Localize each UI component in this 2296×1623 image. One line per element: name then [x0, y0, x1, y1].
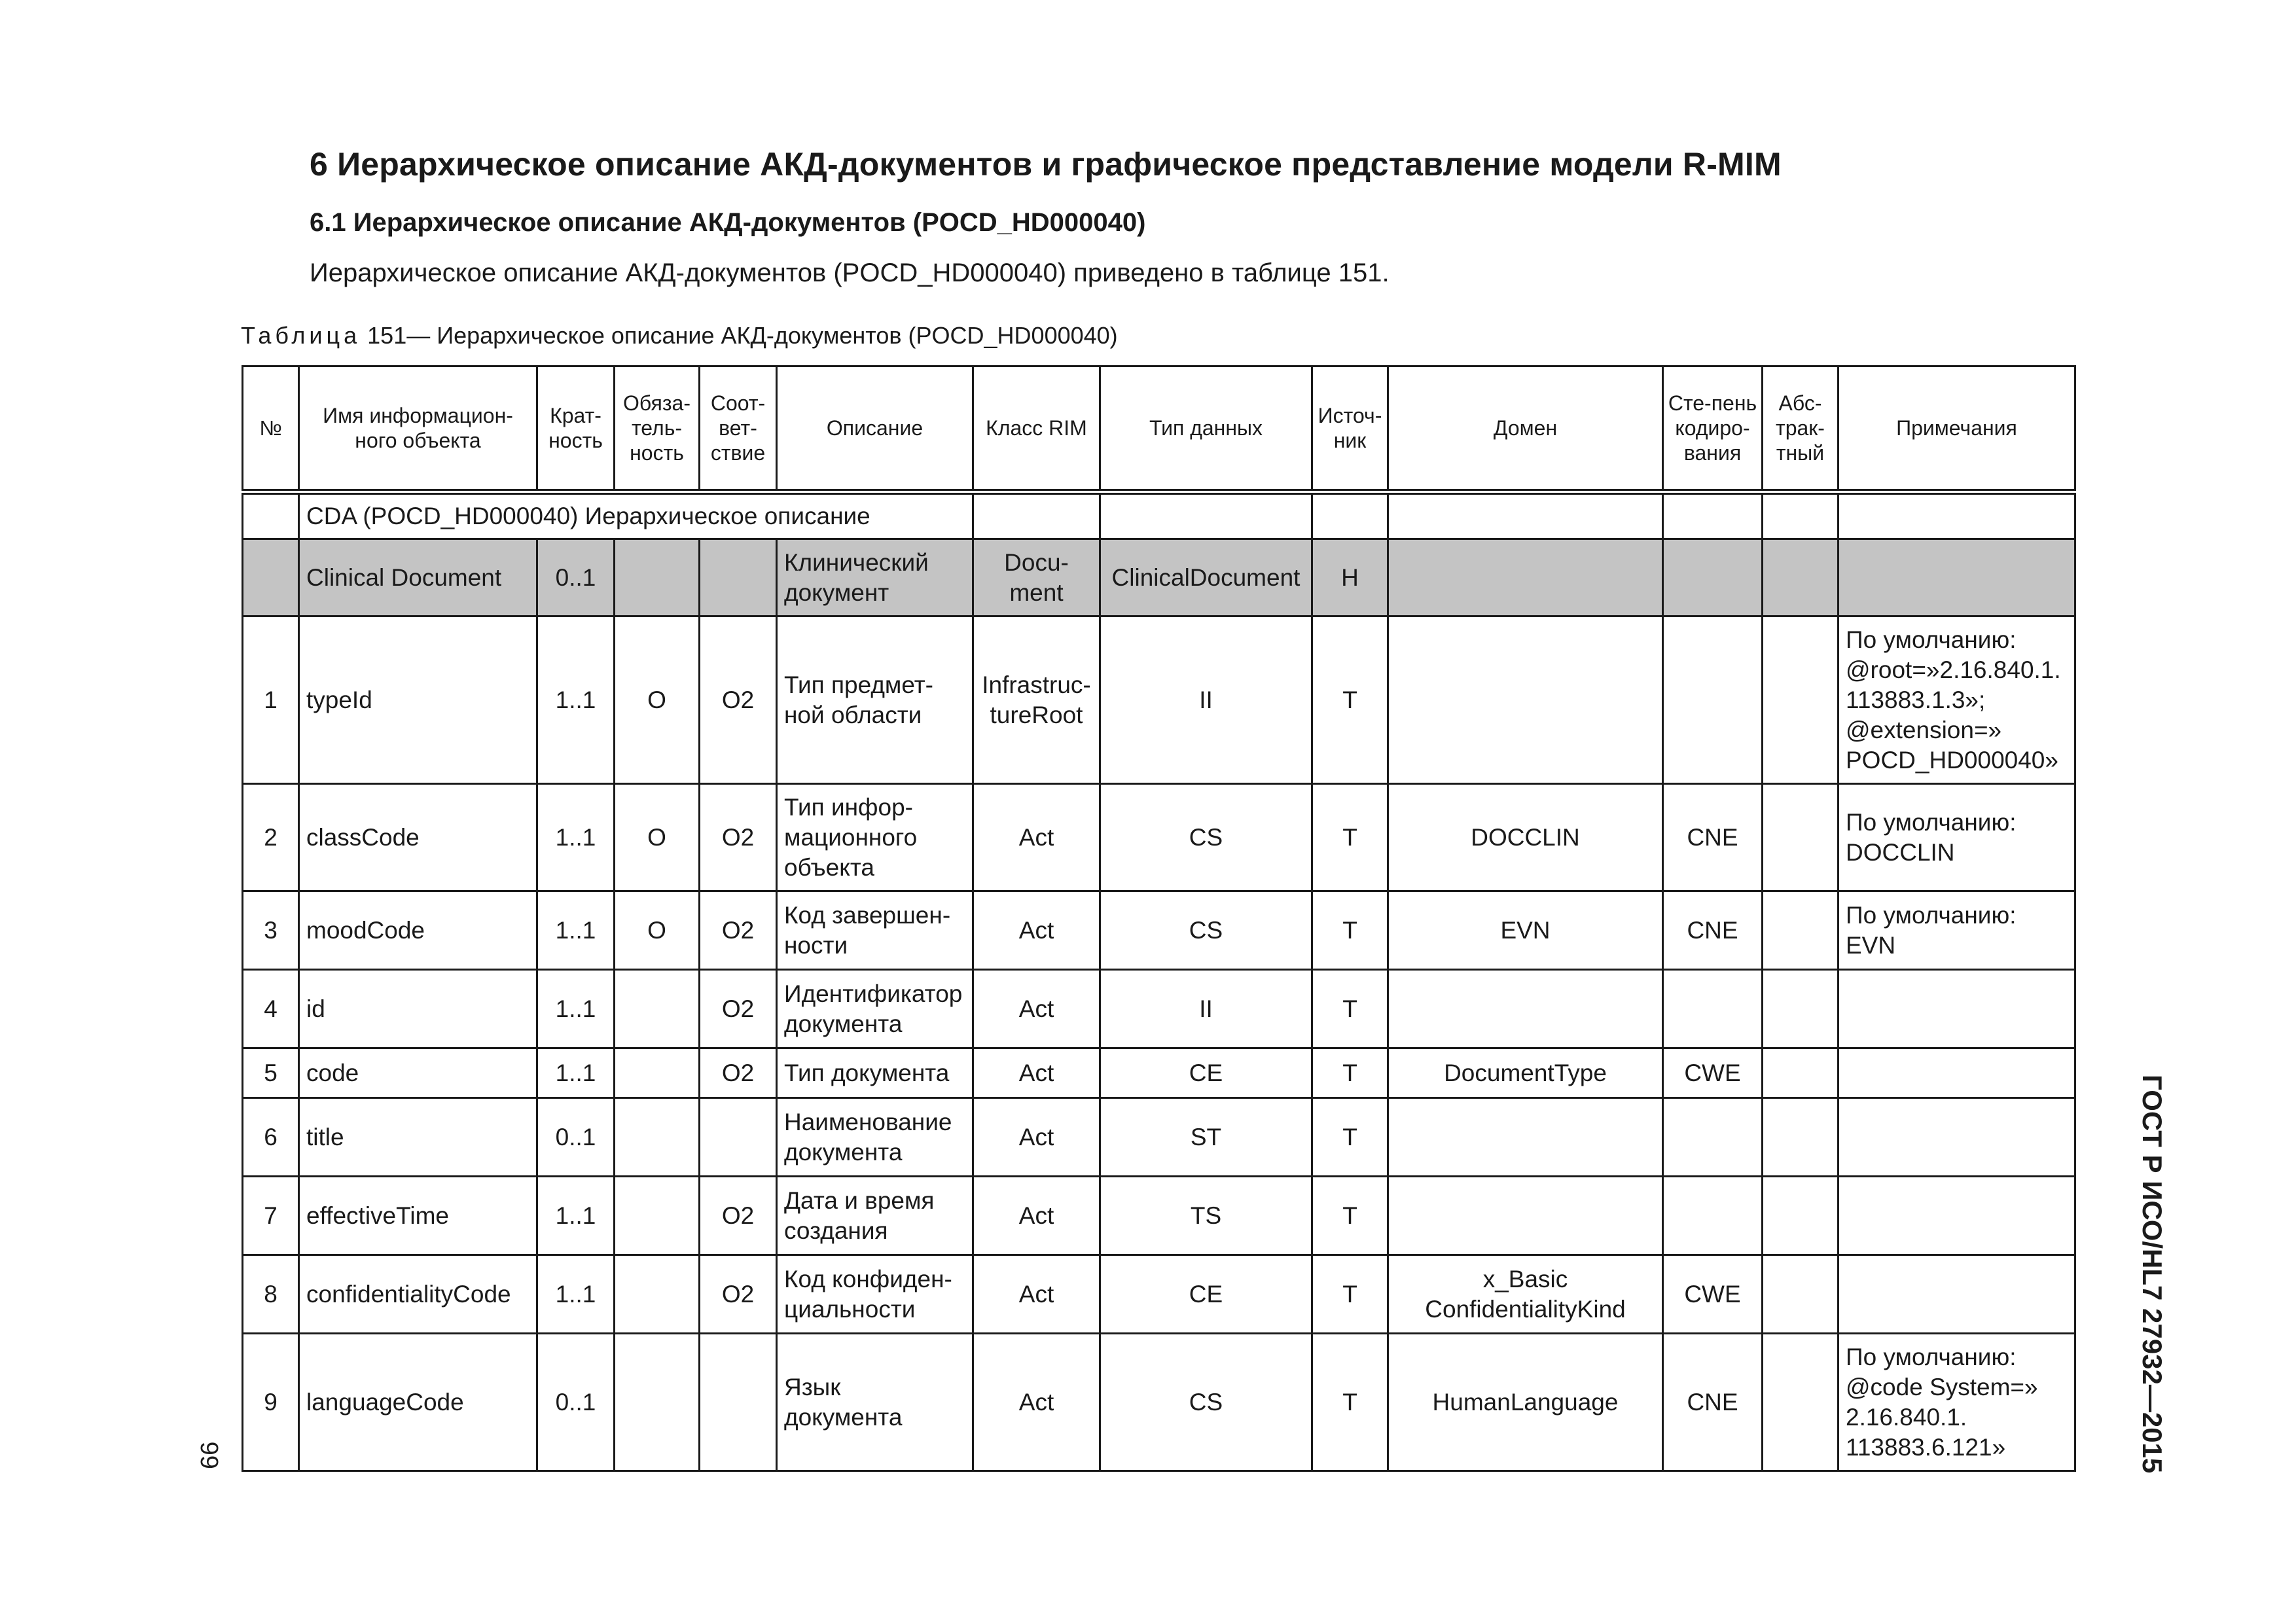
col-header-rim-class: Класс RIM	[973, 366, 1100, 492]
table-cell: x_Basic ConfidentialityKind	[1388, 1255, 1663, 1334]
table-cell: Дата и время создания	[777, 1177, 973, 1255]
table-cell: EVN	[1388, 891, 1663, 970]
table-cell: CE	[1100, 1048, 1312, 1098]
table-cell: languageCode	[299, 1334, 537, 1471]
hierarchy-table	[242, 365, 2076, 1472]
table-cell: Act	[973, 970, 1100, 1048]
table-row	[243, 1177, 2075, 1255]
table-cell	[1100, 492, 1312, 539]
table-cell: Infrastruc-tureRoot	[973, 616, 1100, 784]
table-cell: T	[1312, 1098, 1388, 1177]
table-cell	[1763, 1334, 1839, 1471]
table-cell: DocumentType	[1388, 1048, 1663, 1098]
table-cell	[700, 1334, 777, 1471]
table-cell: O	[615, 784, 700, 891]
table-cell	[1839, 1255, 2075, 1334]
table-cell	[1839, 1177, 2075, 1255]
table-cell: 0..1	[537, 1334, 615, 1471]
col-header-cardinality: Крат-ность	[537, 366, 615, 492]
table-cell: Тип документа	[777, 1048, 973, 1098]
table-row	[243, 539, 2075, 616]
table-cell	[615, 1177, 700, 1255]
table-cell: 3	[243, 891, 299, 970]
table-cell: O2	[700, 970, 777, 1048]
table-cell	[1763, 1098, 1839, 1177]
page-number: 66	[196, 1441, 224, 1469]
col-header-abstract: Абс-трак-тный	[1763, 366, 1839, 492]
col-header-description: Описание	[777, 366, 973, 492]
table-cell: По умолчанию: @root=»2.16.840.1. 113883.1.3»; @extension=» POCD_HD000040»	[1839, 616, 2075, 784]
table-cell: id	[299, 970, 537, 1048]
table-cell: ST	[1100, 1098, 1312, 1177]
table-cell	[1763, 1255, 1839, 1334]
table-cell	[1763, 784, 1839, 891]
standard-code-label: ГОСТ Р ИСО/HL7 27932—2015	[2137, 1075, 2168, 1474]
section-row-label: CDA (POCD_HD000040) Иерархическое описание	[299, 492, 973, 539]
table-cell: 5	[243, 1048, 299, 1098]
table-cell: T	[1312, 970, 1388, 1048]
table-cell: ClinicalDocument	[1100, 539, 1312, 616]
col-header-notes: Примечания	[1839, 366, 2075, 492]
table-cell	[1663, 616, 1763, 784]
table-cell: Тип предмет-ной области	[777, 616, 973, 784]
table-cell: T	[1312, 784, 1388, 891]
table-cell: O2	[700, 1048, 777, 1098]
table-cell: classCode	[299, 784, 537, 891]
table-cell: code	[299, 1048, 537, 1098]
table-row	[243, 1255, 2075, 1334]
table-cell: 0..1	[537, 1098, 615, 1177]
table-cell	[1763, 616, 1839, 784]
col-header-datatype: Тип данных	[1100, 366, 1312, 492]
table-cell	[1663, 970, 1763, 1048]
table-cell: 1..1	[537, 1255, 615, 1334]
table-cell: O2	[700, 891, 777, 970]
table-cell	[1839, 492, 2075, 539]
table-cell: T	[1312, 891, 1388, 970]
col-header-conformance: Соот-вет-ствие	[700, 366, 777, 492]
table-cell: CWE	[1663, 1048, 1763, 1098]
table-cell: Act	[973, 1177, 1100, 1255]
table-cell: T	[1312, 616, 1388, 784]
table-cell: CNE	[1663, 1334, 1763, 1471]
section-row	[243, 492, 2075, 539]
table-header-row	[243, 366, 2075, 492]
table-cell	[615, 1334, 700, 1471]
table-cell	[973, 492, 1100, 539]
table-cell: DOCCLIN	[1388, 784, 1663, 891]
table-cell	[615, 539, 700, 616]
table-cell: effectiveTime	[299, 1177, 537, 1255]
table-cell	[1763, 1177, 1839, 1255]
table-cell	[700, 1098, 777, 1177]
table-cell	[1839, 1048, 2075, 1098]
table-cell: Act	[973, 1098, 1100, 1177]
table-cell: typeId	[299, 616, 537, 784]
table-row	[243, 1334, 2075, 1471]
table-cell: HumanLanguage	[1388, 1334, 1663, 1471]
table-cell: T	[1312, 1177, 1388, 1255]
table-cell: По умолчанию: EVN	[1839, 891, 2075, 970]
table-cell: 1..1	[537, 1177, 615, 1255]
table-cell: T	[1312, 1048, 1388, 1098]
table-cell: CNE	[1663, 784, 1763, 891]
table-cell: II	[1100, 970, 1312, 1048]
table-cell: Act	[973, 784, 1100, 891]
table-cell	[615, 1255, 700, 1334]
table-cell: H	[1312, 539, 1388, 616]
intro-paragraph: Иерархическое описание АКД-документов (POCD_HD000040) приведено в таблице 151.	[310, 259, 1390, 287]
table-cell	[1663, 492, 1763, 539]
col-header-number: №	[243, 366, 299, 492]
table-cell: T	[1312, 1334, 1388, 1471]
section-heading: 6.1 Иерархическое описание АКД-документов (POCD_HD000040)	[310, 208, 1146, 237]
table-cell: Docu-ment	[973, 539, 1100, 616]
table-cell: 1..1	[537, 616, 615, 784]
table-caption	[241, 322, 1118, 349]
table-row	[243, 1048, 2075, 1098]
col-header-coding-strength: Сте-пень кодиро-вания	[1663, 366, 1763, 492]
table-cell	[615, 1098, 700, 1177]
table-cell: Act	[973, 1255, 1100, 1334]
table-cell: CNE	[1663, 891, 1763, 970]
table-cell	[1388, 1177, 1663, 1255]
table-cell: Код конфиден-циальности	[777, 1255, 973, 1334]
table-cell: 1..1	[537, 970, 615, 1048]
table-cell: 1	[243, 616, 299, 784]
table-cell	[1388, 492, 1663, 539]
table-cell: Код завершен-ности	[777, 891, 973, 970]
table-cell: T	[1312, 1255, 1388, 1334]
table-cell: CS	[1100, 784, 1312, 891]
table-cell: По умолчанию: DOCCLIN	[1839, 784, 2075, 891]
table-cell	[615, 1048, 700, 1098]
table-cell: Наименование документа	[777, 1098, 973, 1177]
table-row	[243, 616, 2075, 784]
table-cell	[243, 492, 299, 539]
table-cell: 1..1	[537, 784, 615, 891]
table-cell	[1839, 1098, 2075, 1177]
table-cell: Act	[973, 1048, 1100, 1098]
table-cell	[1663, 1098, 1763, 1177]
table-cell	[1388, 616, 1663, 784]
table-cell: 9	[243, 1334, 299, 1471]
table-cell: 6	[243, 1098, 299, 1177]
col-header-source: Источ-ник	[1312, 366, 1388, 492]
table-cell	[1839, 970, 2075, 1048]
table-cell: confidentialityCode	[299, 1255, 537, 1334]
table-cell: 0..1	[537, 539, 615, 616]
table-cell: moodCode	[299, 891, 537, 970]
table-row	[243, 970, 2075, 1048]
col-header-name: Имя информацион-ного объекта	[299, 366, 537, 492]
table-cell	[1388, 970, 1663, 1048]
table-cell: 8	[243, 1255, 299, 1334]
table-cell: CWE	[1663, 1255, 1763, 1334]
table-cell	[1312, 492, 1388, 539]
table-cell	[1663, 1177, 1763, 1255]
table-cell: 1..1	[537, 1048, 615, 1098]
col-header-mandatory: Обяза-тель-ность	[615, 366, 700, 492]
table-caption-label: Таблица	[241, 322, 361, 349]
table-cell: O	[615, 891, 700, 970]
table-row	[243, 1098, 2075, 1177]
table-cell: O2	[700, 1255, 777, 1334]
table-cell: TS	[1100, 1177, 1312, 1255]
table-row	[243, 784, 2075, 891]
table-cell: CS	[1100, 891, 1312, 970]
table-cell: O2	[700, 784, 777, 891]
table-cell	[1839, 539, 2075, 616]
table-cell	[1388, 1098, 1663, 1177]
table-cell	[1763, 1048, 1839, 1098]
table-cell: 4	[243, 970, 299, 1048]
table-cell: Тип инфор-мационного объекта	[777, 784, 973, 891]
page-heading: 6 Иерархическое описание АКД-документов и графическое представление модели R-MIM	[310, 146, 1782, 183]
table-cell: Act	[973, 891, 1100, 970]
table-cell	[1763, 539, 1839, 616]
table-cell: CE	[1100, 1255, 1312, 1334]
table-cell: Язык документа	[777, 1334, 973, 1471]
table-row	[243, 891, 2075, 970]
table-cell: Act	[973, 1334, 1100, 1471]
table-cell: O2	[700, 616, 777, 784]
table-cell	[1663, 539, 1763, 616]
table-cell: 1..1	[537, 891, 615, 970]
table-cell	[1763, 891, 1839, 970]
table-cell: Идентификатор документа	[777, 970, 973, 1048]
table-cell	[1763, 970, 1839, 1048]
col-header-domain: Домен	[1388, 366, 1663, 492]
table-cell	[243, 539, 299, 616]
table-cell	[1763, 492, 1839, 539]
table-cell: По умолчанию: @code System=» 2.16.840.1. 113883.6.121»	[1839, 1334, 2075, 1471]
table-cell: Clinical Document	[299, 539, 537, 616]
table-cell: Клинический документ	[777, 539, 973, 616]
table-cell: title	[299, 1098, 537, 1177]
table-cell: II	[1100, 616, 1312, 784]
table-cell	[615, 970, 700, 1048]
table-cell: O	[615, 616, 700, 784]
table-cell	[1388, 539, 1663, 616]
table-cell: 7	[243, 1177, 299, 1255]
table-cell	[700, 539, 777, 616]
table-cell: O2	[700, 1177, 777, 1255]
table-cell: 2	[243, 784, 299, 891]
table-caption-text: 151— Иерархическое описание АКД-документов (POCD_HD000040)	[361, 322, 1118, 349]
table-cell: CS	[1100, 1334, 1312, 1471]
